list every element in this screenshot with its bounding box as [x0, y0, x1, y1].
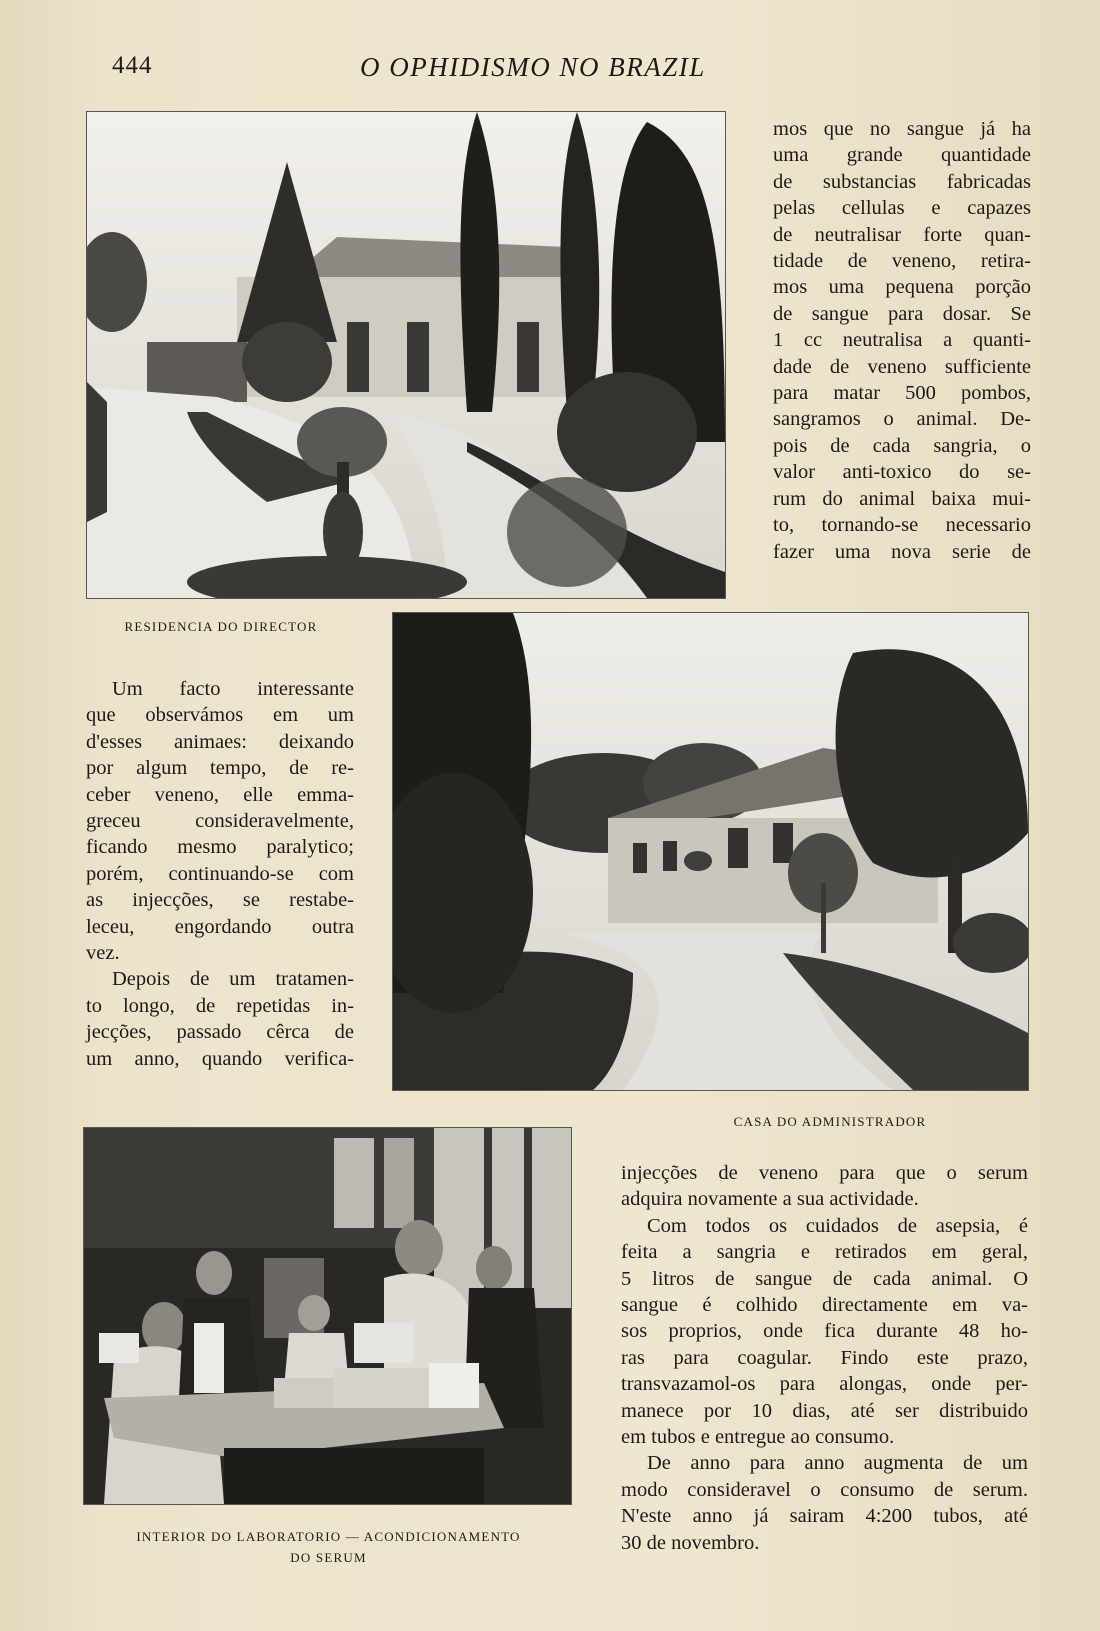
text-line: Um facto interessante: [112, 678, 354, 700]
text-line: sos proprios, onde fica durante 48 ho-: [621, 1320, 1028, 1343]
text-line: jecções, passado cêrca de: [86, 1021, 354, 1044]
text-line: N'este anno já sairam 4:200 tubos, até: [621, 1505, 1028, 1528]
caption-laboratory-line2: DO SERUM: [290, 1550, 367, 1565]
text-line: ficando mesmo paralytico;: [86, 836, 354, 859]
text-line: to, tornando-se necessario: [773, 514, 1031, 537]
text-line: 30 de novembro.: [621, 1531, 760, 1554]
text-line: manece por 10 dias, até ser distribuido: [621, 1399, 1028, 1422]
text-line: tidade de veneno, retira-: [773, 250, 1031, 273]
text-line: 1 cc neutralisa a quanti-: [773, 329, 1031, 352]
text-column-left: [86, 676, 354, 1072]
text-line: ras para coagular. Findo este prazo,: [621, 1346, 1028, 1369]
text-line: de sangue para dosar. Se: [773, 302, 1031, 325]
text-line: 5 litros de sangue de cada animal. O: [621, 1267, 1028, 1290]
text-line: sangramos o animal. De-: [773, 408, 1031, 431]
photo-laboratory: [83, 1127, 572, 1505]
caption-residence: RESIDENCIA DO DIRECTOR: [124, 619, 318, 634]
text-line: injecções de veneno para que o serum: [621, 1162, 1028, 1184]
text-line: greceu consideravelmente,: [86, 810, 354, 833]
text-line: pelas cellulas e capazes: [773, 197, 1031, 220]
text-line: rum do animal baixa mui-: [773, 487, 1031, 510]
text-line: feita a sangria e retirados em geral,: [621, 1241, 1028, 1264]
text-line: uma grande quantidade: [773, 144, 1031, 167]
text-line: por algum tempo, de re-: [86, 757, 354, 780]
caption-laboratory-line1: INTERIOR DO LABORATORIO — ACONDICIONAMENTO: [136, 1529, 521, 1544]
text-line: em tubos e entregue ao consumo.: [621, 1426, 895, 1449]
running-title: O OPHIDISMO NO BRAZIL: [360, 52, 706, 82]
text-line: as injecções, se restabe-: [86, 889, 354, 912]
text-line: Depois de um tratamen-: [112, 968, 354, 991]
text-line: dade de veneno sufficiente: [773, 355, 1031, 378]
photo-admin-house: [392, 612, 1029, 1091]
text-line: De anno para anno augmenta de um: [647, 1452, 1028, 1475]
text-line: ceber veneno, elle emma-: [86, 783, 354, 806]
text-line: um anno, quando verifica-: [86, 1047, 354, 1070]
page-number: 444: [112, 52, 153, 79]
text-line: para matar 500 pombos,: [773, 382, 1031, 405]
text-line: mos que no sangue já ha: [773, 118, 1031, 140]
caption-admin-house: CASA DO ADMINISTRADOR: [733, 1114, 927, 1129]
text-line: sangue é colhido directamente em va-: [621, 1294, 1028, 1317]
photo-residence: [86, 111, 726, 599]
text-line: pois de cada sangria, o: [773, 434, 1031, 457]
text-column-top-right: [773, 116, 1031, 565]
text-line: mos uma pequena porção: [773, 276, 1031, 299]
text-line: to longo, de repetidas in-: [86, 994, 354, 1017]
text-line: modo consideravel o consumo de serum.: [621, 1478, 1028, 1501]
text-line: d'esses animaes: deixando: [86, 730, 354, 753]
text-line: que observámos em um: [86, 704, 354, 727]
text-line: leceu, engordando outra: [86, 915, 354, 938]
text-line: transvazamol-os para alongas, onde per-: [621, 1373, 1028, 1396]
text-line: valor anti-toxico do se-: [773, 461, 1031, 484]
text-line: fazer uma nova serie de: [773, 540, 1031, 563]
text-line: adquira novamente a sua actividade.: [621, 1188, 919, 1211]
text-line: de neutralisar forte quan-: [773, 223, 1031, 246]
text-line: Com todos os cuidados de asepsia, é: [647, 1214, 1028, 1237]
caption-laboratory: [96, 1526, 561, 1568]
text-line: porém, continuando-se com: [86, 862, 354, 885]
text-line: vez.: [86, 942, 120, 965]
text-line: de substancias fabricadas: [773, 170, 1031, 193]
text-column-bottom-right: [621, 1160, 1028, 1556]
